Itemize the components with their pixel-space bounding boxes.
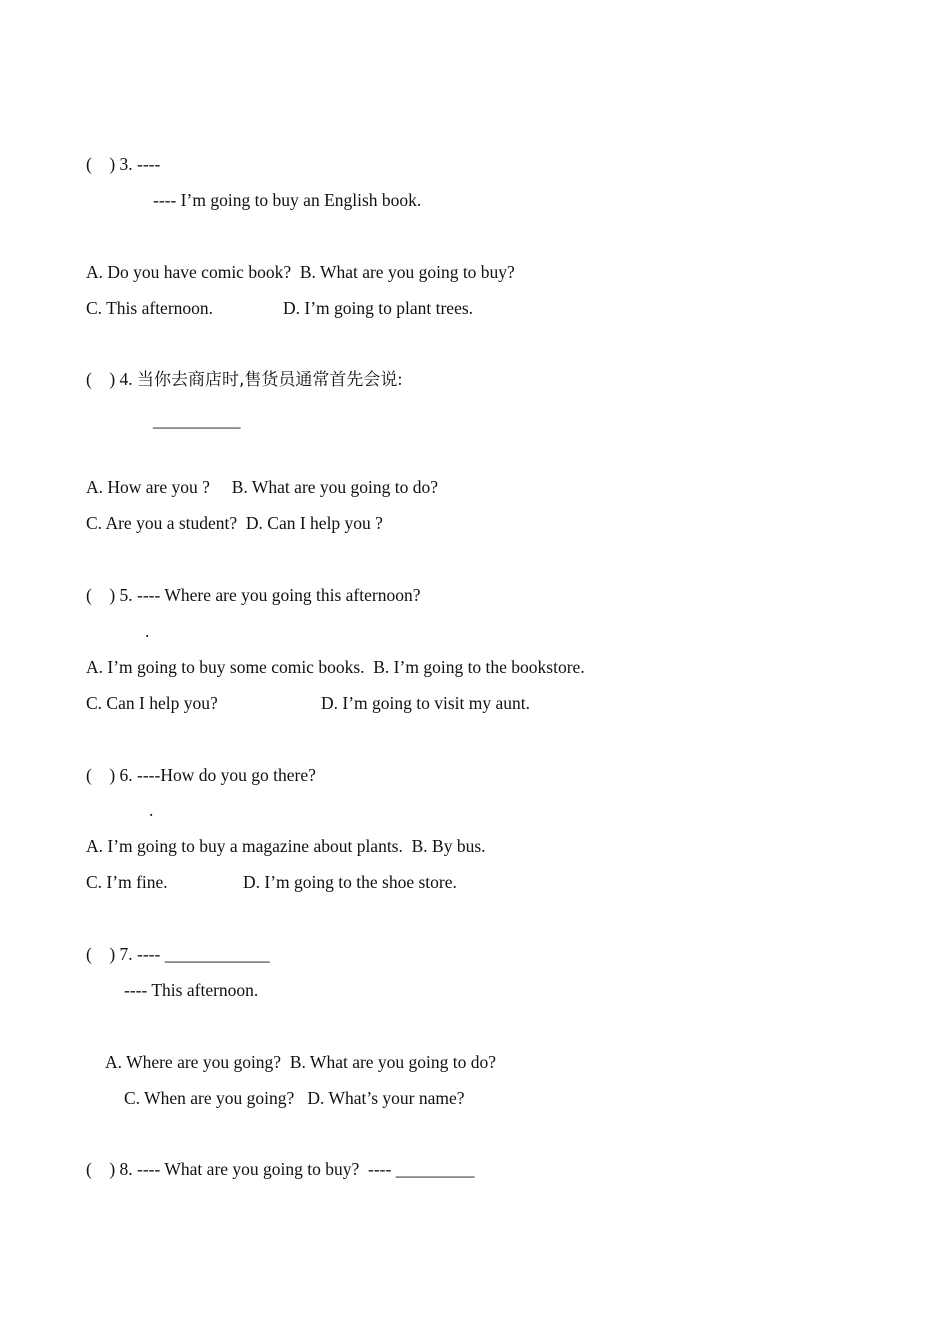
question-4-options-cd: C. Are you a student? D. Can I help you ? bbox=[86, 513, 383, 533]
question-5-option-d: D. I’m going to visit my aunt. bbox=[321, 693, 531, 713]
question-6-stem: ( ) 6. ----How do you go there? bbox=[86, 765, 316, 785]
question-7-answer-line: ---- This afternoon. bbox=[124, 980, 259, 1000]
question-7-stem: ( ) 7. ---- ____________ bbox=[86, 944, 270, 964]
question-3-option-d: D. I’m going to plant trees. bbox=[283, 298, 474, 318]
question-4-stem-chinese: 当你去商店时,售货员通常首先会说 bbox=[137, 370, 398, 390]
question-4-stem-suffix: : bbox=[397, 369, 403, 389]
question-3-option-c: C. This afternoon. bbox=[86, 298, 214, 318]
question-7-options-cd: C. When are you going? D. What’s your name? bbox=[124, 1088, 465, 1108]
question-7-options-ab: A. Where are you going? B. What are you going to do? bbox=[105, 1052, 497, 1072]
question-3-stem: ( ) 3. ---- bbox=[86, 154, 161, 174]
question-4-stem bbox=[86, 369, 402, 390]
question-8-stem: ( ) 8. ---- What are you going to buy? ---- _________ bbox=[86, 1159, 475, 1179]
question-5-stem: ( ) 5. ---- Where are you going this afternoon? bbox=[86, 585, 421, 605]
question-6-answer-line: . bbox=[149, 800, 154, 820]
question-3-answer-line: ---- I’m going to buy an English book. bbox=[153, 190, 422, 210]
question-4-stem-prefix: ( ) 4. bbox=[86, 369, 138, 389]
question-4-options-ab: A. How are you ? B. What are you going to do? bbox=[86, 477, 439, 497]
question-6-options-ab: A. I’m going to buy a magazine about plants. B. By bus. bbox=[86, 836, 486, 856]
question-4-blank: __________ bbox=[153, 410, 241, 430]
question-5-answer-line: . bbox=[145, 621, 150, 641]
question-6-option-d: D. I’m going to the shoe store. bbox=[243, 872, 457, 892]
question-5-options-ab: A. I’m going to buy some comic books. B. I’m going to the bookstore. bbox=[86, 657, 585, 677]
question-3-options-ab: A. Do you have comic book? B. What are you going to buy? bbox=[86, 262, 515, 282]
question-5-option-c: C. Can I help you? bbox=[86, 693, 218, 713]
question-6-option-c: C. I’m fine. bbox=[86, 872, 168, 892]
